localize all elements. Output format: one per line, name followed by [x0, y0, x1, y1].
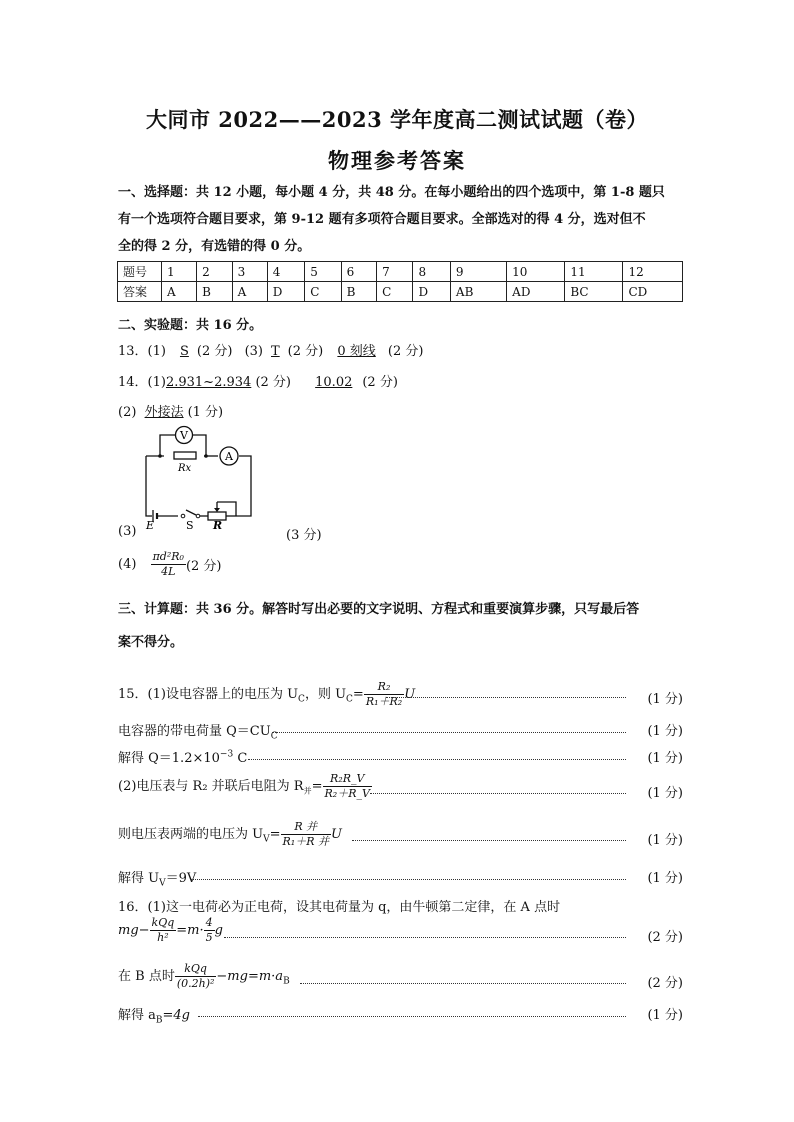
q13-p1-points: (2 分) [196, 344, 233, 359]
q16-l2-pre: mg− [118, 923, 150, 938]
leader-dots [248, 759, 626, 760]
q16-l3-tail: −mg=m·a [216, 969, 284, 984]
table-cell: C [377, 282, 413, 302]
q15-l6-sub: V [159, 878, 166, 889]
q16-l3-points: (2 分) [647, 976, 683, 991]
q15-l1-fraction [364, 680, 404, 709]
leader-dots [198, 1016, 626, 1017]
leader-dots [300, 983, 626, 984]
fraction-denominator: R₁＋R 并 [282, 835, 329, 848]
q13-p1-label: 13．(1) [118, 344, 166, 359]
q14-p1-label: 14．(1) [118, 375, 166, 390]
section1-line1: 一、选择题：共 12 小题，每小题 4 分，共 48 分。在每小题给出的四个选项中，第 1-8 题只 [118, 185, 665, 200]
fraction-denominator: 5 [205, 931, 213, 944]
table-row-answers [118, 282, 683, 302]
leader-dots [272, 732, 626, 733]
q16-line4 [118, 1004, 190, 1026]
q15-l5-sub: V [263, 834, 270, 845]
q15-l5-text: 则电压表两端的电压为 U [118, 827, 264, 842]
q16-line3 [118, 962, 290, 991]
q15-l3-text: 解得 Q＝1.2×10 [118, 751, 220, 766]
table-cell: B [341, 282, 377, 302]
q15-l4-sub: 并 [303, 786, 312, 796]
table-cell: BC [565, 282, 623, 302]
q15-l6-points: (1 分) [647, 871, 683, 886]
table-row-numbers [118, 262, 683, 282]
table-cell: 8 [413, 262, 450, 282]
q15-l4-points: (1 分) [647, 786, 683, 801]
table-cell: AB [450, 282, 506, 302]
q14-p1b-answer: 10.02 [315, 375, 353, 390]
q13-p3-answer: T [271, 344, 280, 359]
q14-p1-answer: 2.931~2.934 [165, 375, 252, 390]
q13-p3b-points: (2 分) [387, 344, 424, 359]
section1-line2: 有一个选项符合题目要求，第 9-12 题有多项符合题目要求。全部选对的得 4 分，选对但不 [118, 212, 646, 227]
q16-l2-fraction2 [204, 916, 215, 945]
q15-l1-sub2: C [346, 694, 353, 705]
q15-l4-eq: = [311, 779, 323, 794]
fraction-denominator: (0.2h)² [176, 977, 215, 990]
q14-p4-points: (2 分) [185, 559, 222, 574]
table-cell: 6 [341, 262, 377, 282]
switch-icon [181, 514, 185, 518]
q16-l2-mid: =m· [176, 923, 204, 938]
q14-p2-answer: 外接法 [144, 405, 184, 420]
q13-p3-label: (3) [244, 344, 263, 359]
q15-l6-text: 解得 U [118, 871, 160, 886]
q16-l3-sub: B [283, 976, 290, 987]
table-cell: 9 [450, 262, 506, 282]
table-cell: 11 [565, 262, 623, 282]
q16-l2-fraction [150, 916, 177, 945]
q14-p2-label: (2) [118, 405, 137, 420]
leader-dots [370, 793, 626, 794]
table-header-cell: 题号 [118, 262, 162, 282]
q15-l4-fraction [323, 772, 372, 801]
q13-p3b-answer: 0 刻线 [337, 344, 376, 359]
q16-line2 [118, 916, 223, 945]
q15-l3-points: (1 分) [647, 751, 683, 766]
q15-l3-tail: C [233, 751, 248, 766]
q15-l1-text: 15．(1)设电容器上的电压为 U [118, 687, 299, 702]
fraction-numerator: kQq [151, 916, 175, 929]
fraction-denominator: 4L [161, 565, 176, 578]
q13-line [118, 340, 423, 359]
leader-dots [386, 697, 626, 698]
fraction-numerator: R₂R_V [323, 772, 372, 787]
leader-dots [224, 937, 626, 938]
q15-l1-text2: ，则 U [304, 687, 347, 702]
table-cell: AD [507, 282, 565, 302]
q15-l2-text: 电容器的带电荷量 Q＝CU [118, 724, 271, 739]
q14-line2 [118, 401, 223, 420]
q14-line4 [118, 550, 222, 579]
table-cell: 12 [623, 262, 683, 282]
table-cell: 2 [197, 262, 233, 282]
q15-l6-tail: ＝9V [165, 871, 197, 886]
q16-l4-text: 解得 a [118, 1008, 156, 1023]
q15-l2-sub: C [270, 731, 278, 742]
fraction-numerator: πd²R₀ [152, 550, 184, 563]
fraction-denominator: R₂＋R_V [324, 787, 370, 800]
q16-l3-fraction [175, 962, 217, 991]
battery-label: E [146, 519, 155, 532]
table-header-cell: 答案 [118, 282, 162, 302]
fraction-denominator: h² [157, 931, 169, 944]
q15-l1-eq: = [352, 687, 364, 702]
fraction-numerator: R 并 [281, 820, 331, 835]
q14-p4-formula [151, 550, 186, 579]
section1-line3: 全的得 2 分，有选错的得 0 分。 [118, 239, 311, 254]
q15-l2-points: (1 分) [647, 724, 683, 739]
voltmeter-label: V [180, 429, 188, 442]
table-cell: 5 [305, 262, 341, 282]
ammeter-label: A [225, 450, 233, 463]
q14-p1b-points: (2 分) [362, 375, 398, 390]
switch-label: S [186, 519, 194, 532]
table-cell: CD [623, 282, 683, 302]
q14-line1 [118, 371, 398, 390]
q15-l5-tail: U [330, 827, 342, 842]
q15-l1-points: (1 分) [647, 692, 683, 707]
q15-line2 [118, 720, 278, 742]
q15-line5 [118, 820, 342, 849]
q15-line6 [118, 867, 196, 889]
table-cell: 3 [232, 262, 267, 282]
q16-l2-points: (2 分) [647, 930, 683, 945]
section2-heading: 二、实验题：共 16 分。 [118, 318, 263, 333]
q15-l5-eq: = [269, 827, 281, 842]
table-cell: 7 [377, 262, 413, 282]
answer-table [117, 261, 683, 302]
fraction-numerator: 4 [205, 916, 213, 929]
page-subtitle: 物理参考答案 [328, 148, 466, 173]
fraction-numerator: R₂ [364, 680, 404, 695]
table-cell: 1 [162, 262, 197, 282]
q13-p1-answer: S [179, 344, 189, 359]
q15-l5-fraction [281, 820, 331, 849]
q14-p3-points: (3 分) [286, 528, 322, 543]
q14-p1-points: (2 分) [255, 375, 291, 390]
q16-line1: 16．(1)这一电荷必为正电荷，设其电荷量为 q，由牛顿第二定律，在 A 点时 [118, 900, 561, 915]
table-cell: C [305, 282, 341, 302]
section3-line1: 三、计算题：共 36 分。解答时写出必要的文字说明、方程式和重要演算步骤，只写最后答 [118, 602, 640, 617]
q14-p4-label: (4) [118, 557, 137, 572]
leader-dots [190, 879, 626, 880]
q14-p3-label: (3) [118, 524, 137, 539]
table-cell: A [162, 282, 197, 302]
q15-l1-tail: U [404, 687, 416, 702]
table-cell: D [413, 282, 450, 302]
q15-l4-text: (2)电压表与 R₂ 并联后电阻为 R [118, 779, 304, 794]
circuit-diagram [138, 424, 258, 532]
table-cell: D [267, 282, 304, 302]
fraction-denominator: R₁＋R₂ [365, 695, 403, 708]
q15-l5-points: (1 分) [647, 833, 683, 848]
q16-l2-tail: g [214, 923, 223, 938]
q15-l3-sup: −3 [219, 749, 234, 760]
q16-l4-sub: B [155, 1015, 163, 1026]
q15-line4 [118, 772, 372, 801]
table-cell: B [197, 282, 233, 302]
q15-l1-sub: C [298, 694, 305, 705]
q13-p3-points: (2 分) [287, 344, 324, 359]
q16-l3-pre: 在 B 点时 [118, 969, 175, 984]
q15-line3 [118, 747, 247, 766]
table-cell: A [232, 282, 267, 302]
fraction-numerator: kQq [175, 962, 217, 977]
rx-label: Rx [178, 463, 192, 474]
section3-line2: 案不得分。 [118, 635, 184, 650]
leader-dots [352, 840, 626, 841]
rheostat-label: R [213, 519, 223, 532]
q16-l4-points: (1 分) [647, 1008, 683, 1023]
table-cell: 4 [267, 262, 304, 282]
page-title: 大同市 2022——2023 学年度高二测试试题（卷） [145, 107, 648, 132]
q16-l4-tail: =4g [162, 1008, 191, 1023]
table-cell: 10 [507, 262, 565, 282]
q14-p2-points: (1 分) [187, 405, 224, 420]
q15-line1 [118, 680, 415, 709]
